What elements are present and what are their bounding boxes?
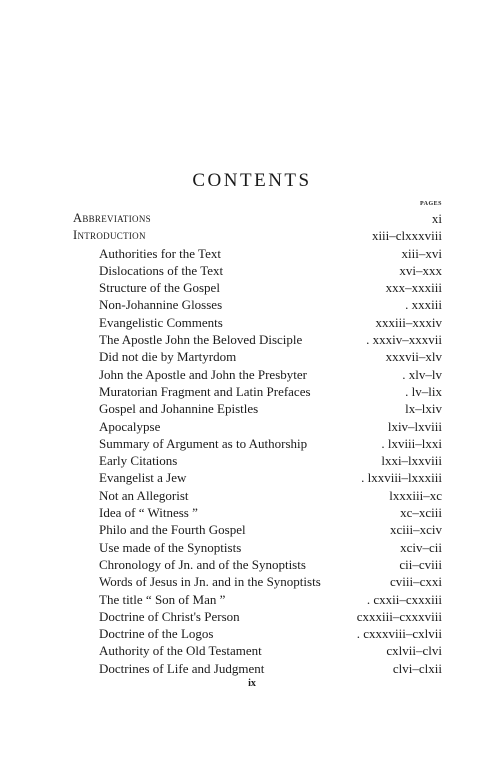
- toc-entry: [0, 591, 504, 608]
- toc-entry-title: Introduction: [73, 228, 146, 243]
- toc-entry-pages: . lxxviii–lxxxiii: [361, 470, 442, 486]
- toc-entry-title: Authorities for the Text: [99, 245, 221, 261]
- toc-entry-title: Did not die by Martyrdom: [99, 349, 237, 365]
- toc-entry-title: Muratorian Fragment and Latin Prefaces: [99, 383, 311, 399]
- toc-entry-pages: cxxxiii–cxxxviii: [356, 608, 442, 624]
- toc-entry-title: Use made of the Synoptists: [99, 539, 242, 555]
- toc-entry-pages: xiii–clxxxviii: [371, 228, 442, 244]
- toc-entry: [0, 660, 504, 677]
- table-of-contents: [0, 210, 504, 677]
- toc-entry-title: Abbreviations: [73, 211, 151, 225]
- toc-entry-title: Doctrines of Life and Judgment: [99, 660, 265, 676]
- toc-entry-pages: . lv–lix: [405, 383, 442, 399]
- toc-entry-pages: xiii–xvi: [401, 245, 442, 261]
- toc-entry: [0, 210, 504, 227]
- toc-entry-pages: lx–lxiv: [405, 401, 442, 417]
- toc-entry-pages: clvi–clxii: [392, 660, 442, 676]
- toc-entry: [0, 608, 504, 625]
- toc-entry: [0, 418, 504, 435]
- toc-entry-pages: xxx–xxxiii: [385, 280, 442, 296]
- toc-entry-title: Evangelist a Jew: [99, 470, 187, 486]
- toc-entry: [0, 383, 504, 400]
- toc-entry: [0, 539, 504, 556]
- toc-entry: [0, 279, 504, 296]
- toc-entry-pages: xciii–xciv: [390, 522, 442, 538]
- toc-entry-pages: xvi–xxx: [399, 262, 442, 278]
- toc-entry-pages: xc–xciii: [400, 505, 442, 521]
- toc-entry-title: Words of Jesus in Jn. and in the Synoptists: [99, 574, 321, 590]
- toc-entry-title: The Apostle John the Beloved Disciple: [99, 332, 303, 348]
- toc-entry-pages: . xxxiv–xxxvii: [366, 332, 442, 348]
- toc-entry-pages: . cxxii–cxxxiii: [366, 591, 442, 607]
- toc-entry-title: Non-Johannine Glosses: [99, 297, 223, 313]
- toc-entry-pages: . cxxxviii–cxlvii: [356, 626, 442, 642]
- toc-entry-pages: xciv–cii: [400, 539, 442, 555]
- toc-entry: [0, 521, 504, 538]
- toc-entry: [0, 245, 504, 262]
- toc-entry-title: Early Citations: [99, 453, 178, 469]
- toc-entry: [0, 296, 504, 313]
- toc-entry: [0, 366, 504, 383]
- page-title: CONTENTS: [192, 170, 312, 191]
- toc-entry-title: Chronology of Jn. and of the Synoptists: [99, 556, 306, 572]
- toc-entry-title: Gospel and Johannine Epistles: [99, 401, 259, 417]
- toc-entry: [0, 504, 504, 521]
- toc-entry: [0, 348, 504, 365]
- toc-entry: [0, 573, 504, 590]
- toc-entry: [0, 556, 504, 573]
- toc-entry-pages: cxlvii–clvi: [386, 643, 442, 659]
- toc-entry-title: The title “ Son of Man ”: [99, 591, 226, 607]
- toc-entry-title: John the Apostle and John the Presbyter: [99, 366, 307, 382]
- toc-entry-title: Idea of “ Witness ”: [99, 505, 198, 521]
- toc-entry-title: Structure of the Gospel: [99, 280, 220, 296]
- toc-entry: [0, 452, 504, 469]
- toc-entry-pages: cviii–cxxi: [390, 574, 442, 590]
- toc-entry-pages: . xlv–lv: [402, 366, 442, 382]
- toc-entry-pages: xi: [431, 211, 442, 226]
- toc-entry-title: Apocalypse: [99, 418, 161, 434]
- toc-entry: [0, 487, 504, 504]
- toc-entry-title: Doctrine of the Logos: [99, 626, 214, 642]
- toc-entry: [0, 314, 504, 331]
- pages-column-label: PAGES: [419, 201, 442, 207]
- toc-entry: [0, 400, 504, 417]
- toc-entry-title: Philo and the Fourth Gospel: [99, 522, 246, 538]
- toc-entry: [0, 469, 504, 486]
- toc-entry-title: Dislocations of the Text: [99, 262, 224, 278]
- toc-entry: [0, 642, 504, 659]
- toc-entry-title: Evangelistic Comments: [99, 314, 223, 330]
- toc-entry-title: Summary of Argument as to Authorship: [99, 435, 308, 451]
- toc-entry: [0, 625, 504, 642]
- toc-entry: [0, 331, 504, 348]
- toc-entry: [0, 435, 504, 452]
- toc-entry-pages: lxxi–lxxviii: [381, 453, 442, 469]
- toc-entry-title: Not an Allegorist: [99, 487, 189, 503]
- toc-entry-pages: xxxiii–xxxiv: [375, 314, 442, 330]
- toc-entry: [0, 262, 504, 279]
- toc-entry-pages: lxxxiii–xc: [389, 487, 442, 503]
- toc-entry-pages: lxiv–lxviii: [387, 418, 442, 434]
- toc-entry-title: Authority of the Old Testament: [99, 643, 262, 659]
- toc-entry-pages: cii–cviii: [399, 556, 442, 572]
- toc-entry-pages: xxxvii–xlv: [385, 349, 442, 365]
- toc-entry-pages: . xxxiii: [405, 297, 442, 313]
- page-number: ix: [248, 678, 256, 689]
- toc-entry: [0, 227, 504, 244]
- toc-entry-title: Doctrine of Christ's Person: [99, 608, 240, 624]
- toc-entry-pages: . lxviii–lxxi: [381, 435, 442, 451]
